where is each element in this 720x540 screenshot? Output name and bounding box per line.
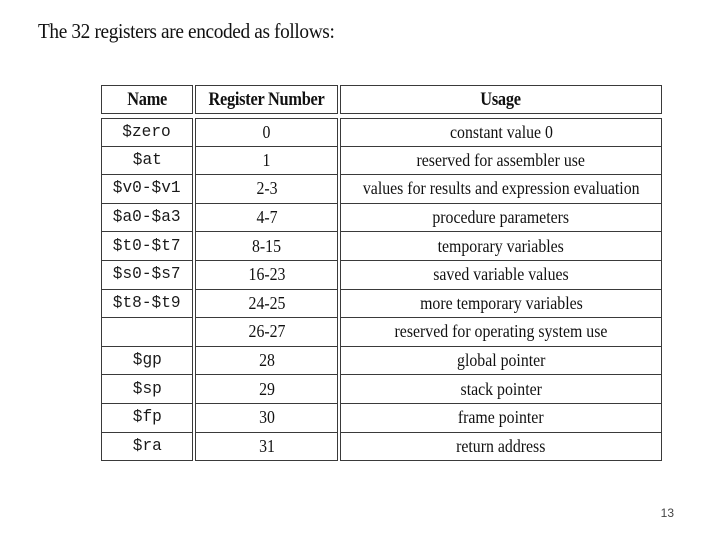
register-usage-cell: global pointer: [340, 347, 662, 376]
register-usage-cell: stack pointer: [340, 375, 662, 404]
column-header-usage: Usage: [340, 85, 662, 114]
table-header-row: [101, 85, 662, 114]
table-body: [101, 118, 662, 461]
slide-heading: The 32 registers are encoded as follows:: [38, 19, 335, 43]
register-number-cell: 8-15: [195, 232, 338, 261]
register-usage-cell: frame pointer: [340, 404, 662, 433]
register-name-cell: $s0-$s7: [101, 261, 193, 290]
register-usage-cell: values for results and expression evaluation: [340, 175, 662, 204]
register-number-cell: 26-27: [195, 318, 338, 347]
table-row: [101, 147, 662, 176]
table-row: [101, 318, 662, 347]
register-number-cell: 31: [195, 433, 338, 462]
register-name-cell: $at: [101, 147, 193, 176]
table-row: [101, 175, 662, 204]
register-usage-cell: reserved for assembler use: [340, 147, 662, 176]
register-name-cell: $a0-$a3: [101, 204, 193, 233]
register-number-cell: 30: [195, 404, 338, 433]
table-row: [101, 375, 662, 404]
table-row: [101, 118, 662, 147]
register-number-cell: 2-3: [195, 175, 338, 204]
register-name-cell: $v0-$v1: [101, 175, 193, 204]
register-number-cell: 24-25: [195, 290, 338, 319]
register-number-cell: 4-7: [195, 204, 338, 233]
register-number-cell: 16-23: [195, 261, 338, 290]
table-row: [101, 261, 662, 290]
register-name-cell: $ra: [101, 433, 193, 462]
register-number-cell: 29: [195, 375, 338, 404]
register-name-cell: $t0-$t7: [101, 232, 193, 261]
column-header-name: Name: [101, 85, 193, 114]
register-usage-cell: constant value 0: [340, 118, 662, 147]
register-usage-cell: procedure parameters: [340, 204, 662, 233]
register-table: [101, 85, 662, 461]
table-row: [101, 433, 662, 462]
table-row: [101, 347, 662, 376]
register-name-cell: $gp: [101, 347, 193, 376]
register-name-cell: [101, 318, 193, 347]
register-number-cell: 1: [195, 147, 338, 176]
register-name-cell: $sp: [101, 375, 193, 404]
table-row: [101, 204, 662, 233]
register-number-cell: 28: [195, 347, 338, 376]
register-usage-cell: temporary variables: [340, 232, 662, 261]
register-usage-cell: reserved for operating system use: [340, 318, 662, 347]
register-number-cell: 0: [195, 118, 338, 147]
register-usage-cell: saved variable values: [340, 261, 662, 290]
table-row: [101, 290, 662, 319]
register-usage-cell: return address: [340, 433, 662, 462]
register-name-cell: $t8-$t9: [101, 290, 193, 319]
table-row: [101, 404, 662, 433]
register-name-cell: $zero: [101, 118, 193, 147]
column-header-register-number: Register Number: [195, 85, 338, 114]
page-number: 13: [660, 506, 674, 520]
register-name-cell: $fp: [101, 404, 193, 433]
table-row: [101, 232, 662, 261]
register-usage-cell: more temporary variables: [340, 290, 662, 319]
